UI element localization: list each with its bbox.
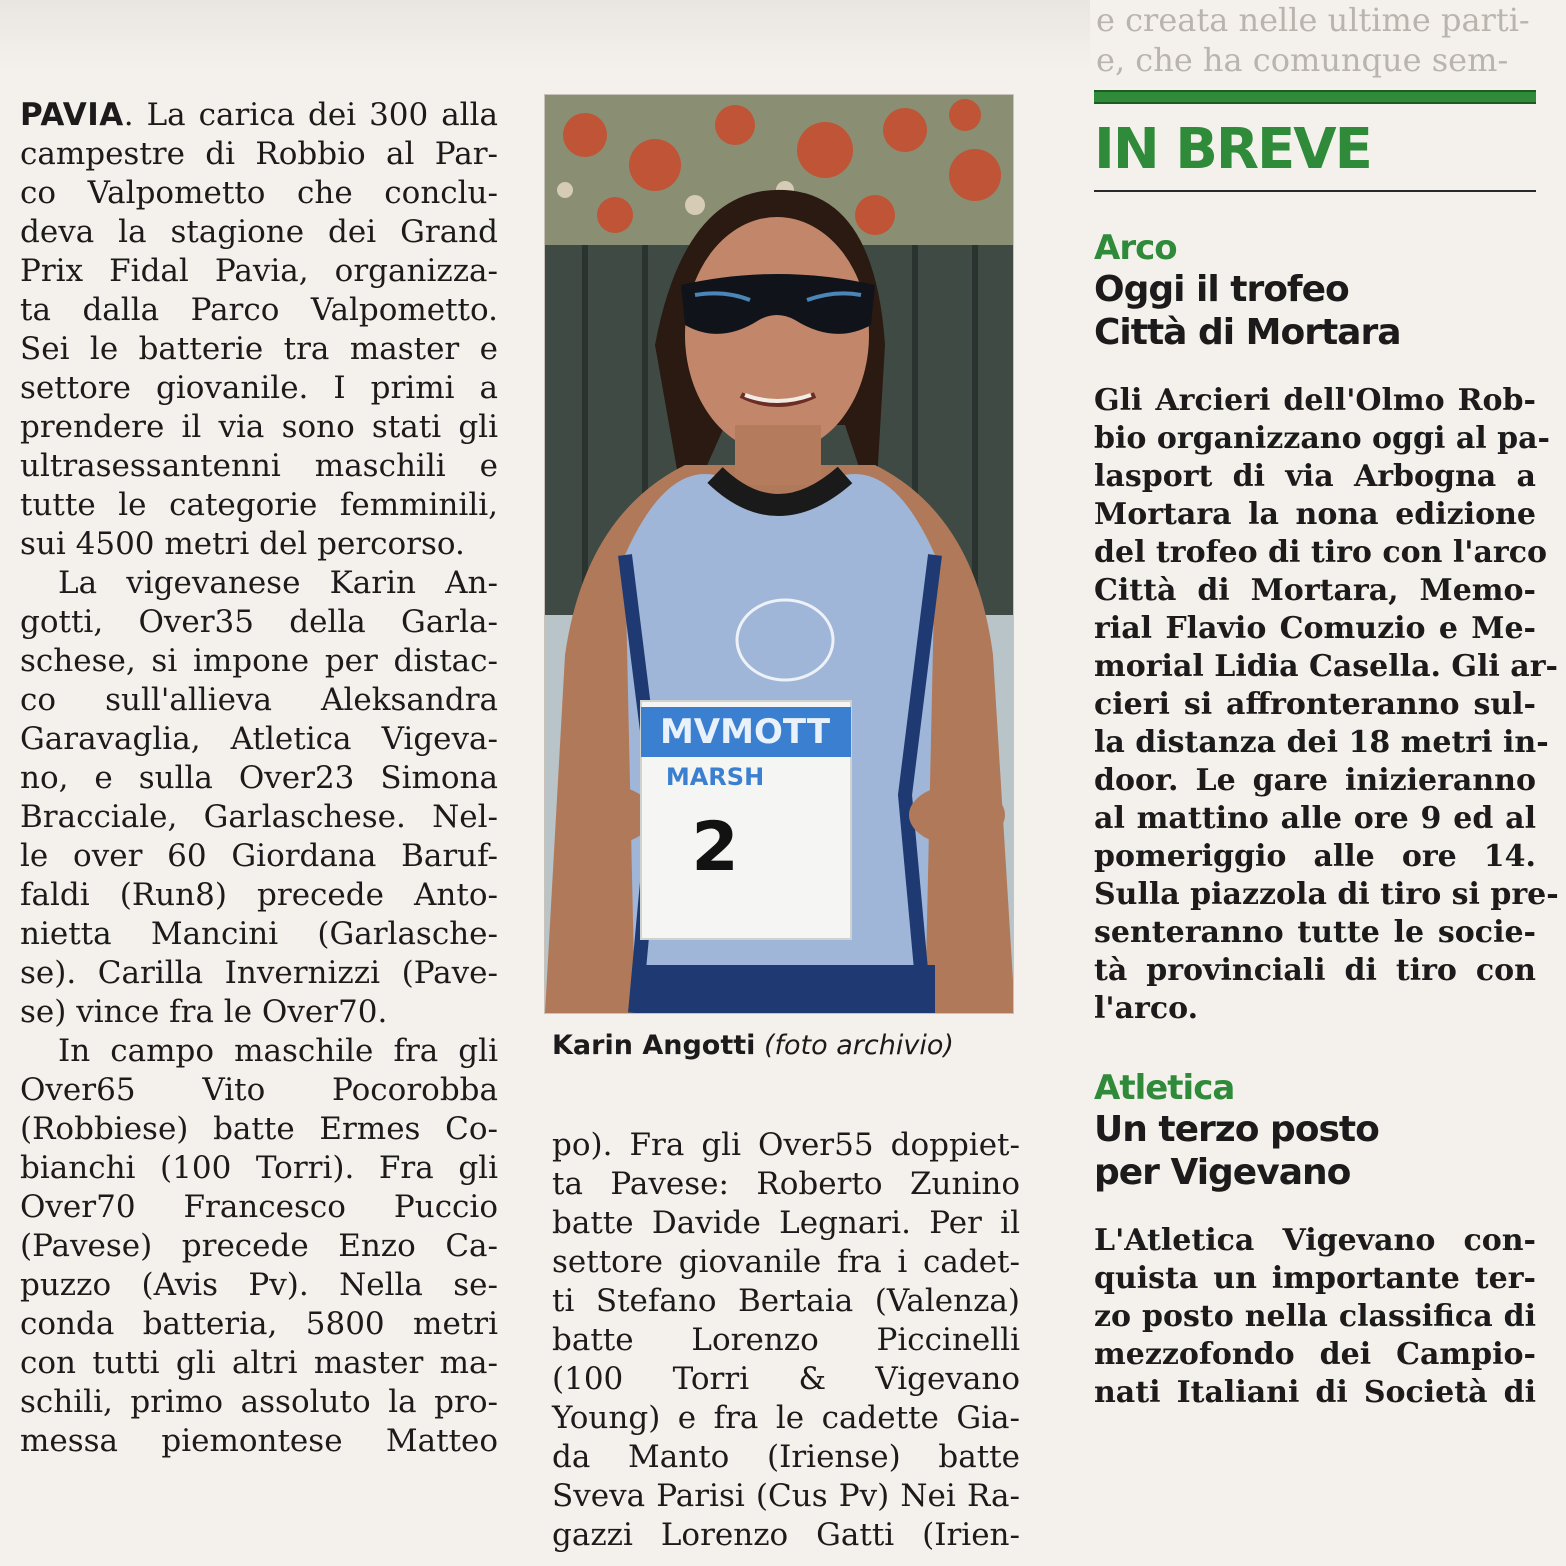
text-line: bio organizzano oggi al pa- [1094,421,1550,456]
brief-headline-line: Un terzo posto [1094,1109,1379,1150]
text-line: nietta Mancini (Garlasche- [20,916,498,952]
text-line: quista un importante ter- [1094,1261,1536,1296]
text-line: con tutti gli altri master ma- [20,1345,498,1381]
text-line: conda batteria, 5800 metri [20,1306,498,1342]
brief-headline [1094,1108,1536,1194]
athlete-photo [544,94,1014,1014]
text-line: messa piemontese Matteo [20,1423,498,1459]
text-line: le over 60 Giordana Baruf- [20,838,498,874]
text-line: no, e sulla Over23 Simona [20,760,498,796]
text-line: Mortara la nona edizione [1094,497,1536,532]
caption-name: Karin Angotti [552,1030,756,1061]
bib-number: 2 [691,808,739,887]
text-line: del trofeo di tiro con l'arco [1094,535,1547,570]
text-line: tutte le categorie femminili, [20,487,498,523]
text-line: tà provinciali di tiro con [1094,953,1536,988]
article-kicker: PAVIA [20,97,124,133]
caption-note: (foto archivio) [764,1030,954,1061]
brief-item [1094,1068,1536,1412]
article-column-2 [552,1126,1020,1555]
text-line: Città di Mortara, Memo- [1094,573,1536,608]
text-line: ta dalla Parco Valpometto. [20,292,498,328]
text-line: door. Le gare inizieranno [1094,763,1536,798]
text-line: ti Stefano Bertaia (Valenza) [552,1283,1020,1319]
text-line: se) vince fra le Over70. [20,994,388,1030]
text-line: deva la stagione dei Grand [20,214,498,250]
bib-brand: MARSH [665,763,765,791]
text-line: Bracciale, Garlaschese. Nel- [20,799,498,835]
text-line: morial Lidia Casella. Gli ar- [1094,649,1558,684]
text-line: Sveva Parisi (Cus Pv) Nei Ra- [552,1478,1020,1514]
text-line: al mattino alle ore 9 ed al [1094,801,1536,836]
sidebar-top-rule [1094,90,1536,104]
brief-item [1094,228,1559,1028]
paragraph-2 [20,564,498,1032]
adjacent-article-bleed [1096,0,1566,80]
text-line: schili, primo assoluto la pro- [20,1384,498,1420]
brief-kicker: Atletica [1094,1068,1235,1108]
athlete-photo-illustration [545,95,1013,1013]
text-line: co Valpometto che conclu- [20,175,498,211]
text-line: Sulla piazzola di tiro si pre- [1094,877,1559,912]
text-line: prendere il via sono stati gli [20,409,498,445]
brief-headline-line: per Vigevano [1094,1152,1351,1193]
brief-headline [1094,268,1536,354]
paragraph-1 [20,135,498,564]
brief-list [1094,228,1559,1412]
brief-text [1094,1222,1536,1412]
brief-headline-line: Oggi il trofeo [1094,269,1349,310]
photo-caption [552,1030,954,1061]
text-line: se). Carilla Invernizzi (Pave- [20,955,498,991]
text-line: sui 4500 metri del percorso. [20,526,465,562]
text-line: Prix Fidal Pavia, organizza- [20,253,498,289]
text-line: puzzo (Avis Pv). Nella se- [20,1267,498,1303]
text-line: Sei le batterie tra master e [20,331,498,367]
text-line: bianchi (100 Torri). Fra gli [20,1150,498,1186]
in-breve-sidebar [1094,90,1559,1438]
text-line: gotti, Over35 della Garla- [20,604,498,640]
text-line: Garavaglia, Atletica Vigeva- [20,721,498,757]
text-line: schese, si impone per distac- [20,643,498,679]
text-line: cieri si affronteranno sul- [1094,687,1536,722]
text-line: L'Atletica Vigevano con- [1094,1223,1536,1258]
text-line: nati Italiani di Società di [1094,1375,1536,1410]
text-line: batte Davide Legnari. Per il [552,1205,1020,1241]
text-line: Over70 Francesco Puccio [20,1189,498,1225]
text-line: faldi (Run8) precede Anto- [20,877,498,913]
text-line: l'arco. [1094,991,1199,1026]
text-line: lasport di via Arbogna a [1094,459,1536,494]
text-line: settore giovanile. I primi a [20,370,498,406]
text-line: rial Flavio Comuzio e Me- [1094,611,1536,646]
text-line: settore giovanile fra i cadet- [552,1244,1020,1280]
text-line: co sull'allieva Aleksandra [20,682,498,718]
text-line: campestre di Robbio al Par- [20,136,498,172]
brief-text [1094,382,1559,1028]
text-line: batte Lorenzo Piccinelli [552,1322,1020,1358]
text-line: la distanza dei 18 metri in- [1094,725,1549,760]
previous-page-bleed [0,0,1090,70]
paragraph-3 [20,1032,498,1461]
text-line: Young) e fra le cadette Gia- [552,1400,1020,1436]
text-line: (Robbiese) batte Ermes Co- [20,1111,498,1147]
brief-kicker: Arco [1094,228,1177,268]
sidebar-title: IN BREVE [1094,117,1371,182]
text-line: In campo maschile fra gli [58,1033,498,1069]
text-line: Gli Arcieri dell'Olmo Rob- [1094,383,1536,418]
svg-text:MVMOTT: MVMOTT [659,712,831,752]
brief-headline-line: Città di Mortara [1094,312,1401,353]
text-line: La vigevanese Karin An- [58,565,498,601]
text-line: ta Pavese: Roberto Zunino [552,1166,1020,1202]
text-line: po). Fra gli Over55 doppiet- [552,1127,1020,1163]
article-first-line: PAVIA. La carica dei 300 alla [20,97,498,133]
text-line: da Manto (Iriense) batte [552,1439,1020,1475]
text-line: senteranno tutte le socie- [1094,915,1536,950]
text-line: mezzofondo dei Campio- [1094,1337,1536,1372]
article-column-1 [20,96,498,1461]
text-line: zo posto nella classifica di [1094,1299,1536,1334]
text-line: Over65 Vito Pocorobba [20,1072,498,1108]
text-line: (Pavese) precede Enzo Ca- [20,1228,498,1264]
text-line: ultrasessantenni maschili e [20,448,498,484]
text-line: (100 Torri & Vigevano [552,1361,1020,1397]
bleed-line: e creata nelle ultime parti- [1096,1,1530,39]
text-line: gazzi Lorenzo Gatti (Irien- [552,1517,1020,1553]
sidebar-title-rule [1094,190,1536,192]
bleed-line: e, che ha comunque sem- [1096,41,1509,79]
text-line: pomeriggio alle ore 14. [1094,839,1536,874]
